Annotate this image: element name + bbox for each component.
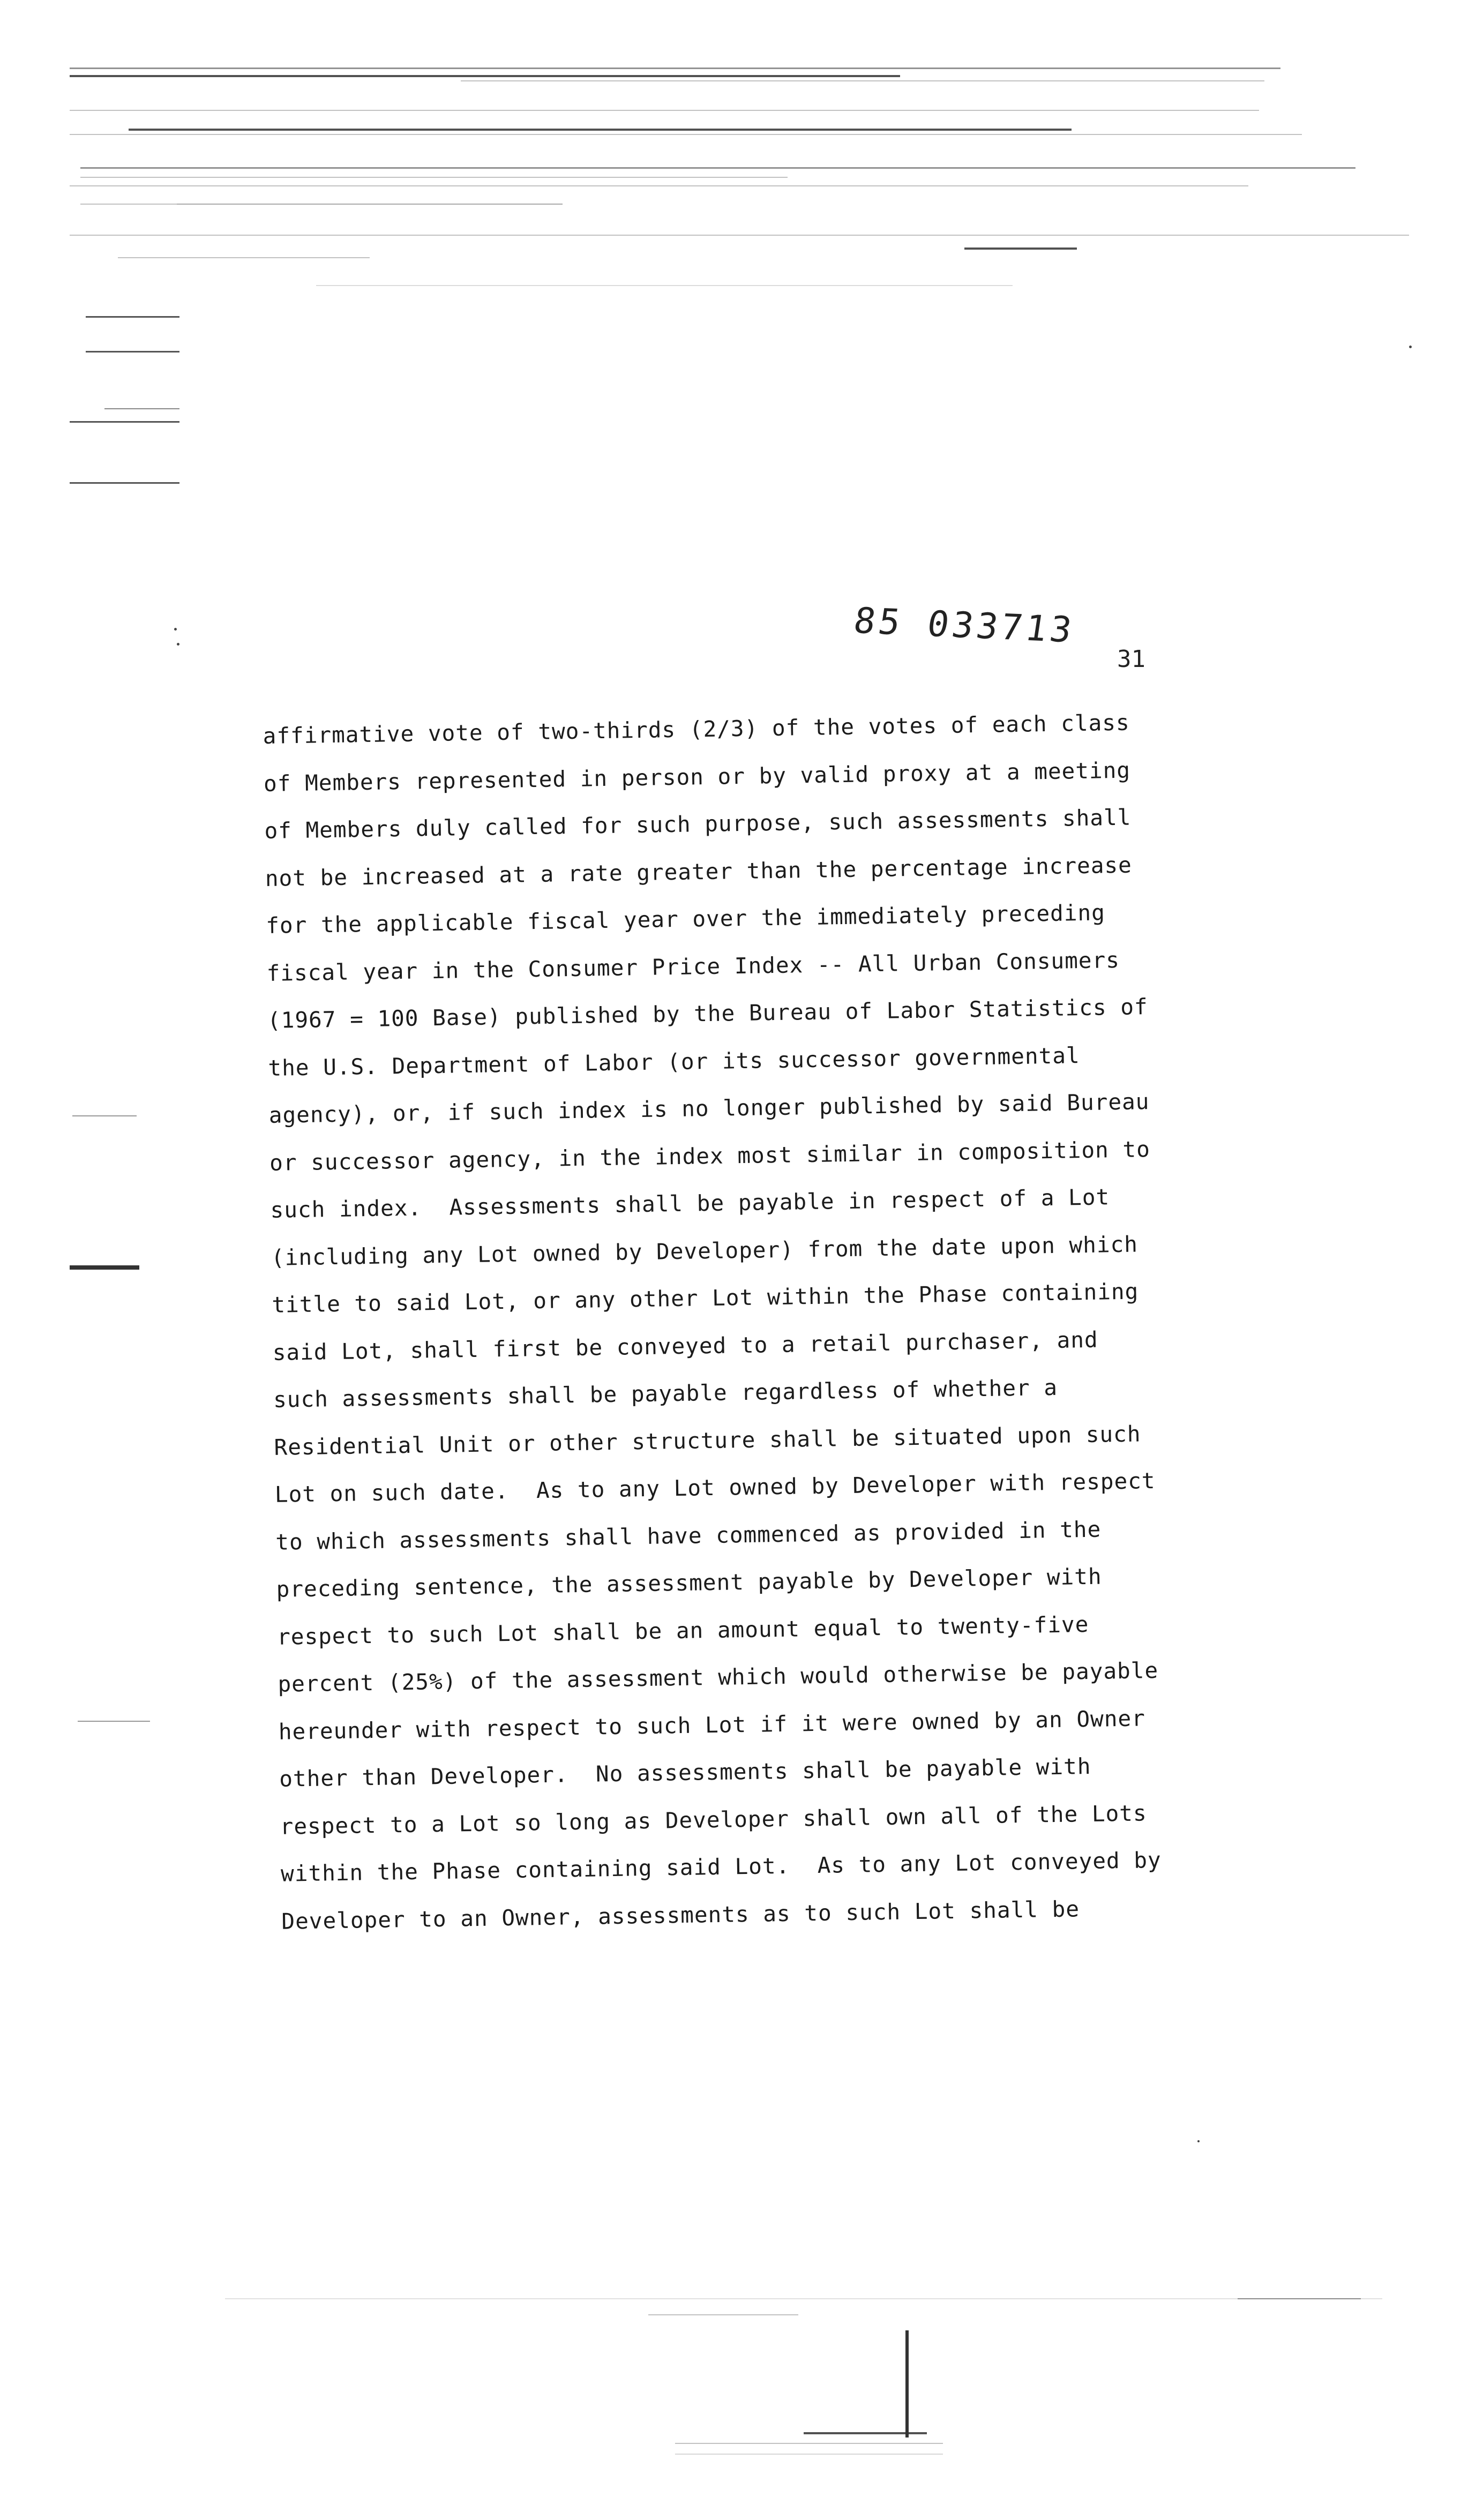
text-line: of Members duly called for such purpose, such assessments shall: [264, 804, 1132, 844]
text-line: within the Phase containing said Lot. As to any Lot conveyed by: [280, 1847, 1162, 1887]
text-line: Residential Unit or other structure shall be situated upon such: [274, 1420, 1141, 1460]
text-line: such index. Assessments shall be payable in respect of a Lot: [270, 1184, 1110, 1223]
text-line: Developer to an Owner, assessments as to such Lot shall be: [281, 1895, 1080, 1934]
text-line: percent (25%) of the assessment which would otherwise be payable: [278, 1657, 1159, 1697]
text-line: not be increased at a rate greater than the percentage increase: [265, 852, 1133, 891]
text-line: agency), or, if such index is no longer published by said Bureau: [268, 1089, 1150, 1128]
text-line: other than Developer. No assessments shall be payable with: [279, 1753, 1091, 1792]
text-line: such assessments shall be payable regardless of whether a: [273, 1374, 1058, 1413]
text-line: respect to a Lot so long as Developer shall own all of the Lots: [280, 1799, 1147, 1840]
text-line: preceding sentence, the assessment payable by Developer with: [276, 1563, 1102, 1602]
page-number: 31: [1117, 646, 1145, 673]
text-line: hereunder with respect to such Lot if it were owned by an Owner: [278, 1705, 1146, 1745]
recording-number: 85 033713: [851, 600, 1078, 651]
text-line: fiscal year in the Consumer Price Index -- All Urban Consumers: [266, 947, 1120, 986]
text-line: or successor agency, in the index most similar in composition to: [269, 1136, 1151, 1176]
text-line: title to said Lot, or any other Lot within the Phase containing: [271, 1278, 1139, 1318]
text-line: (1967 = 100 Base) published by the Bureau of Labor Statistics of: [267, 994, 1148, 1033]
text-line: respect to such Lot shall be an amount equal to twenty-five: [276, 1611, 1089, 1650]
body-text: [263, 696, 1300, 1945]
text-line: for the applicable fiscal year over the immediately preceding: [265, 899, 1106, 939]
text-line: the U.S. Department of Labor (or its successor governmental: [268, 1042, 1080, 1081]
text-line: said Lot, shall first be conveyed to a retail purchaser, and: [272, 1326, 1098, 1366]
text-line: of Members represented in person or by valid proxy at a meeting: [263, 757, 1131, 797]
text-line: (including any Lot owned by Developer) from the date upon which: [271, 1231, 1139, 1271]
text-line: Lot on such date. As to any Lot owned by Developer with respect: [274, 1468, 1156, 1508]
text-line: affirmative vote of two-thirds (2/3) of the votes of each class: [263, 709, 1130, 749]
text-line: to which assessments shall have commenced as provided in the: [275, 1516, 1102, 1555]
